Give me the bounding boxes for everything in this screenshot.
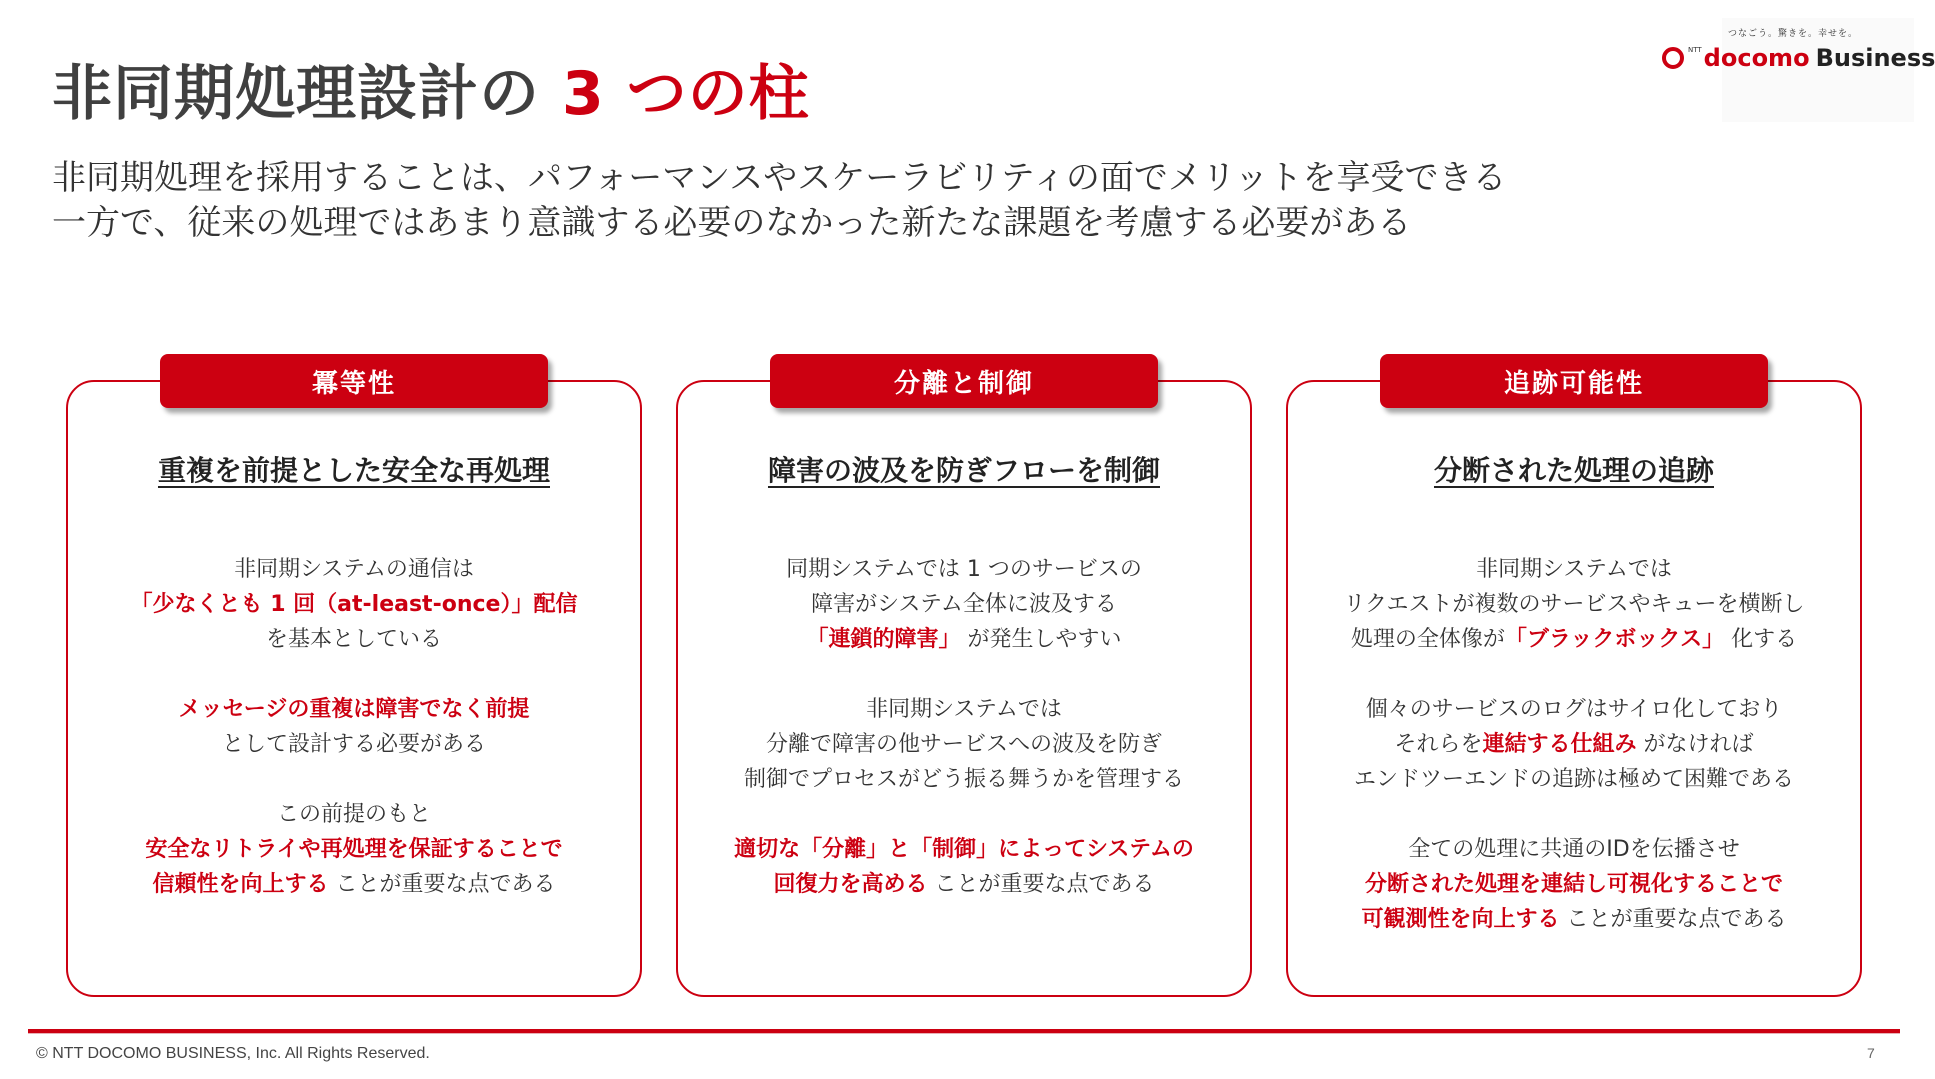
card-1-heading: 重複を前提とした安全な再処理: [157, 454, 550, 487]
lead-line-1: 非同期処理を採用することは、パフォーマンスやスケーラビリティの面でメリットを享受できる: [52, 158, 1507, 198]
logo-tagline: つなごう。驚きを。幸せを。: [1728, 29, 1859, 39]
tab-traceability: 追跡可能性: [1380, 354, 1768, 408]
card-2-body: 同期システムでは 1 つのサービスの 障害がシステム全体に波及する 「連鎖的障害」 が発生しやすい 非同期システムでは 分離で障害の他サービスへの波及を防ぎ 制御でプロセスがどう振る舞うかを管理する 適切な「分離」と「制御」によってシステムの 回復力を高める ことが重要な点である: [734, 557, 1194, 897]
tab-isolation-control: 分離と制御: [770, 354, 1158, 408]
tab-idempotency: 冪等性: [160, 354, 548, 408]
card-1-body: 非同期システムの通信は 「少なくとも 1 回（at-least-once）」配信 を基本としている メッセージの重複は障害でなく前提 として設計する必要がある この前提のもと 安全なリトライや再処理を保証することで 信頼性を向上する ことが重要な点である: [130, 557, 578, 897]
lead-paragraph: [52, 156, 1507, 246]
footer-divider-shadow: [28, 1033, 1900, 1034]
docomo-business-logo: [1662, 44, 1935, 72]
card-2-heading: 障害の波及を防ぎフローを制御: [767, 454, 1160, 487]
title-main: 非同期処理設計の: [52, 59, 540, 129]
lead-line-2: 一方で、従来の処理ではあまり意識する必要のなかった新たな課題を考慮する必要がある: [52, 203, 1412, 243]
logo-ntt: NTT: [1688, 46, 1702, 54]
copyright: © NTT DOCOMO BUSINESS, Inc. All Rights Reserved.: [36, 1045, 430, 1062]
logo-business: Business: [1815, 44, 1935, 72]
page-number: 7: [1867, 1045, 1875, 1061]
logo-docomo: docomo: [1703, 44, 1810, 72]
slide-title: [52, 46, 810, 132]
title-accent: 3 つの柱: [562, 59, 810, 129]
card-3-heading: 分断された処理の追跡: [1433, 454, 1714, 487]
card-3-body: 非同期システムでは リクエストが複数のサービスやキューを横断し 処理の全体像が「ブラックボックス」 化する 個々のサービスのログはサイロ化しており それらを連結する仕組み がなければ エンドツーエンドの追跡は極めて困難である 全ての処理に共通のIDを伝播させ 分断された処理を連結し可視化することで 可観測性を向上する ことが重要な点である: [1343, 557, 1805, 932]
docomo-logo-icon: [1662, 47, 1684, 69]
